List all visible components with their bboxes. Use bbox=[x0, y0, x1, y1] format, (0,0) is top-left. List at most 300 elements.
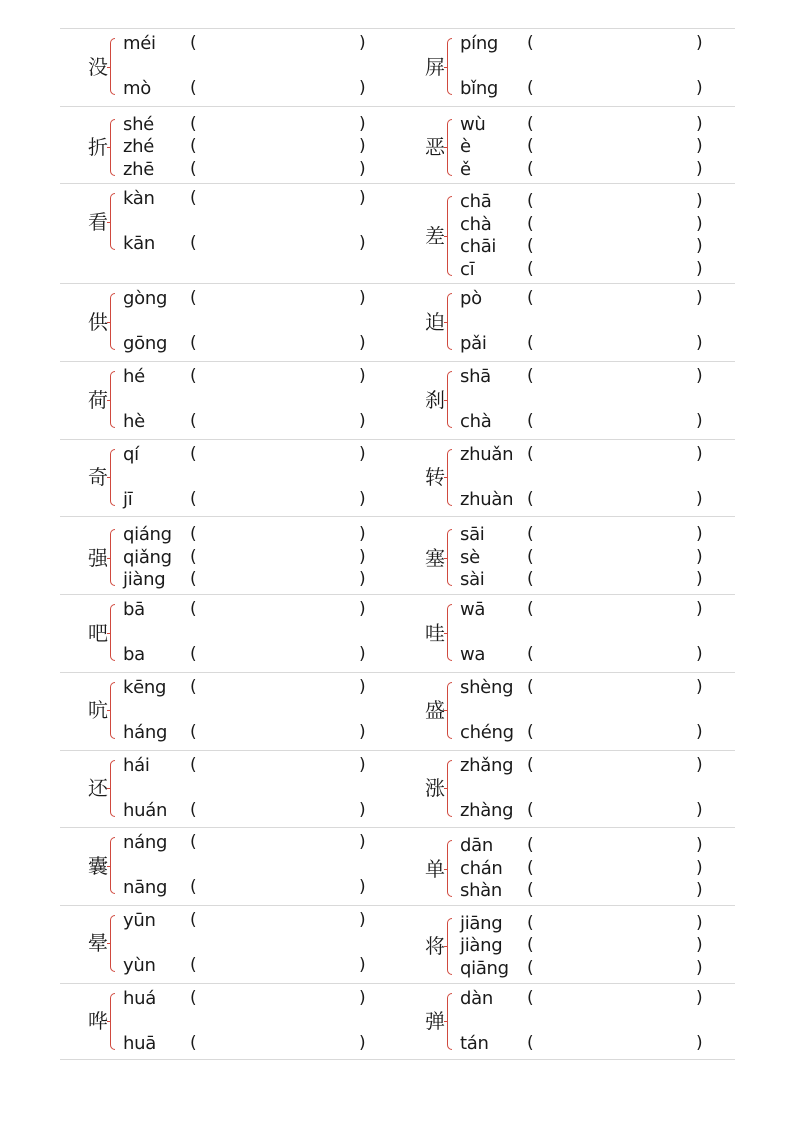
pinyin-text: chán bbox=[460, 857, 503, 879]
answer-blank-open[interactable]: ( bbox=[190, 799, 197, 820]
pinyin-reading bbox=[123, 644, 393, 666]
answer-blank-close[interactable]: ) bbox=[696, 754, 703, 775]
polyphone-entry bbox=[60, 440, 400, 517]
polyphone-character: 差 bbox=[425, 224, 445, 249]
polyphone-entry bbox=[397, 362, 737, 439]
answer-blank-close[interactable]: ) bbox=[359, 33, 366, 53]
answer-blank-open[interactable]: ( bbox=[190, 721, 197, 742]
brace-tick bbox=[444, 147, 448, 148]
brace-tick bbox=[444, 558, 448, 559]
pinyin-reading bbox=[460, 333, 730, 355]
polyphone-entry bbox=[60, 906, 400, 983]
answer-blank-open[interactable]: ( bbox=[190, 877, 197, 898]
pinyin-reading bbox=[123, 78, 393, 100]
pinyin-text: wù bbox=[460, 113, 486, 135]
pinyin-reading bbox=[123, 910, 393, 932]
answer-blank-close[interactable]: ) bbox=[696, 411, 703, 432]
polyphone-character: 供 bbox=[88, 309, 108, 334]
answer-blank-open[interactable]: ( bbox=[527, 78, 534, 98]
pinyin-reading bbox=[460, 677, 730, 699]
word-row bbox=[60, 905, 735, 983]
pinyin-reading bbox=[460, 935, 730, 957]
polyphone-entry bbox=[60, 673, 400, 750]
pinyin-text: shā bbox=[460, 366, 491, 388]
answer-blank-open[interactable]: ( bbox=[527, 488, 534, 509]
pinyin-reading bbox=[123, 444, 393, 466]
polyphone-character: 盛 bbox=[425, 698, 445, 723]
brace-tick bbox=[444, 788, 448, 789]
polyphone-character: 刹 bbox=[425, 387, 445, 412]
pinyin-reading bbox=[123, 677, 393, 699]
brace-tick bbox=[107, 710, 111, 711]
pinyin-reading bbox=[460, 236, 730, 258]
pinyin-text: wa bbox=[460, 644, 486, 666]
pinyin-text: ba bbox=[123, 644, 145, 666]
answer-blank-open[interactable]: ( bbox=[527, 644, 534, 665]
answer-blank-close[interactable]: ) bbox=[696, 113, 703, 134]
pinyin-text: qiǎng bbox=[123, 546, 172, 568]
pinyin-text: méi bbox=[123, 33, 156, 54]
pinyin-text: píng bbox=[460, 33, 499, 54]
pinyin-reading bbox=[123, 411, 393, 433]
answer-blank-open[interactable]: ( bbox=[190, 443, 197, 464]
pinyin-reading bbox=[123, 333, 393, 355]
answer-blank-open[interactable]: ( bbox=[527, 443, 534, 464]
answer-blank-close[interactable]: ) bbox=[359, 644, 366, 665]
answer-blank-close[interactable]: ) bbox=[696, 236, 703, 257]
pinyin-reading bbox=[460, 411, 730, 433]
pinyin-reading bbox=[123, 489, 393, 511]
answer-blank-close[interactable]: ) bbox=[696, 213, 703, 234]
brace-tick bbox=[444, 322, 448, 323]
brace-tick bbox=[107, 222, 111, 223]
answer-blank-open[interactable]: ( bbox=[190, 188, 197, 209]
pinyin-text: nāng bbox=[123, 877, 168, 899]
pinyin-text: shèng bbox=[460, 676, 514, 698]
answer-blank-close[interactable]: ) bbox=[359, 546, 366, 567]
answer-blank-open[interactable]: ( bbox=[527, 524, 534, 545]
polyphone-character: 弹 bbox=[425, 1009, 445, 1034]
answer-blank-close[interactable]: ) bbox=[359, 443, 366, 464]
pinyin-reading bbox=[460, 136, 730, 158]
pinyin-text: jiàng bbox=[123, 569, 166, 591]
polyphone-entry bbox=[60, 595, 400, 672]
answer-blank-close[interactable]: ) bbox=[359, 987, 366, 1008]
word-row bbox=[60, 672, 735, 750]
pinyin-reading bbox=[123, 233, 393, 255]
pinyin-text: kàn bbox=[123, 188, 155, 210]
polyphone-character: 迫 bbox=[425, 309, 445, 334]
word-row bbox=[60, 827, 735, 905]
polyphone-entry bbox=[60, 751, 400, 828]
pinyin-reading bbox=[460, 259, 730, 281]
answer-blank-open[interactable]: ( bbox=[190, 569, 197, 590]
pinyin-text: zhé bbox=[123, 136, 155, 158]
pinyin-text: dàn bbox=[460, 987, 493, 1009]
pinyin-text: dān bbox=[460, 835, 493, 857]
pinyin-reading bbox=[123, 547, 393, 569]
pinyin-reading bbox=[123, 288, 393, 310]
answer-blank-close[interactable]: ) bbox=[359, 1032, 366, 1053]
answer-blank-open[interactable]: ( bbox=[190, 158, 197, 179]
pinyin-reading bbox=[460, 755, 730, 777]
brace-tick bbox=[107, 400, 111, 401]
answer-blank-close[interactable]: ) bbox=[359, 832, 366, 853]
pinyin-reading bbox=[460, 444, 730, 466]
answer-blank-close[interactable]: ) bbox=[696, 443, 703, 464]
brace-tick bbox=[444, 946, 448, 947]
pinyin-reading bbox=[460, 191, 730, 213]
answer-blank-close[interactable]: ) bbox=[359, 569, 366, 590]
pinyin-text: háng bbox=[123, 721, 168, 743]
answer-blank-open[interactable]: ( bbox=[190, 676, 197, 697]
answer-blank-close[interactable]: ) bbox=[696, 524, 703, 545]
answer-blank-close[interactable]: ) bbox=[359, 909, 366, 930]
pinyin-text: yūn bbox=[123, 909, 156, 931]
answer-blank-close[interactable]: ) bbox=[696, 191, 703, 212]
pinyin-reading bbox=[460, 913, 730, 935]
answer-blank-open[interactable]: ( bbox=[527, 236, 534, 257]
brace-tick bbox=[107, 558, 111, 559]
answer-blank-close[interactable]: ) bbox=[696, 721, 703, 742]
pinyin-reading bbox=[460, 800, 730, 822]
polyphone-character: 屏 bbox=[425, 54, 445, 79]
pinyin-text: ě bbox=[460, 158, 471, 180]
answer-blank-close[interactable]: ) bbox=[359, 78, 366, 98]
answer-blank-open[interactable]: ( bbox=[190, 136, 197, 157]
brace-tick bbox=[107, 866, 111, 867]
answer-blank-close[interactable]: ) bbox=[359, 233, 366, 254]
answer-blank-close[interactable]: ) bbox=[696, 488, 703, 509]
answer-blank-close[interactable]: ) bbox=[359, 877, 366, 898]
pinyin-reading bbox=[460, 988, 730, 1010]
answer-blank-open[interactable]: ( bbox=[190, 33, 197, 53]
pinyin-text: jiàng bbox=[460, 935, 503, 957]
answer-blank-close[interactable]: ) bbox=[359, 288, 366, 309]
pinyin-text: huā bbox=[123, 1032, 156, 1054]
answer-blank-open[interactable]: ( bbox=[190, 78, 197, 98]
word-row bbox=[60, 516, 735, 594]
brace-tick bbox=[107, 477, 111, 478]
answer-blank-close[interactable]: ) bbox=[359, 599, 366, 620]
pinyin-text: gòng bbox=[123, 288, 168, 310]
brace-tick bbox=[107, 788, 111, 789]
brace-tick bbox=[107, 67, 111, 68]
answer-blank-open[interactable]: ( bbox=[190, 113, 197, 134]
pinyin-text: pò bbox=[460, 288, 482, 310]
polyphone-entry bbox=[60, 517, 400, 594]
polyphone-entry bbox=[397, 673, 737, 750]
brace-tick bbox=[444, 633, 448, 634]
answer-blank-open[interactable]: ( bbox=[527, 158, 534, 179]
answer-blank-open[interactable]: ( bbox=[190, 488, 197, 509]
polyphone-character: 还 bbox=[88, 776, 108, 800]
answer-blank-close[interactable]: ) bbox=[359, 188, 366, 209]
pinyin-reading bbox=[123, 800, 393, 822]
answer-blank-close[interactable]: ) bbox=[359, 136, 366, 157]
pinyin-text: è bbox=[460, 136, 471, 158]
polyphone-character: 将 bbox=[425, 934, 445, 959]
answer-blank-open[interactable]: ( bbox=[190, 288, 197, 309]
polyphone-worksheet bbox=[60, 28, 735, 1060]
answer-blank-open[interactable]: ( bbox=[527, 569, 534, 590]
answer-blank-close[interactable]: ) bbox=[696, 569, 703, 590]
pinyin-text: bǐng bbox=[460, 78, 499, 99]
answer-blank-close[interactable]: ) bbox=[696, 935, 703, 956]
answer-blank-open[interactable]: ( bbox=[527, 213, 534, 234]
answer-blank-open[interactable]: ( bbox=[190, 987, 197, 1008]
brace-tick bbox=[107, 1021, 111, 1022]
word-row bbox=[60, 28, 735, 106]
answer-blank-close[interactable]: ) bbox=[696, 158, 703, 179]
answer-blank-open[interactable]: ( bbox=[527, 411, 534, 432]
answer-blank-close[interactable]: ) bbox=[696, 857, 703, 878]
answer-blank-close[interactable]: ) bbox=[696, 957, 703, 978]
answer-blank-close[interactable]: ) bbox=[696, 78, 703, 98]
answer-blank-open[interactable]: ( bbox=[527, 113, 534, 134]
pinyin-reading bbox=[460, 33, 730, 55]
pinyin-text: chà bbox=[460, 213, 492, 235]
pinyin-text: bā bbox=[123, 599, 145, 621]
answer-blank-open[interactable]: ( bbox=[190, 754, 197, 775]
pinyin-reading bbox=[123, 988, 393, 1010]
answer-blank-open[interactable]: ( bbox=[190, 546, 197, 567]
answer-blank-close[interactable]: ) bbox=[696, 799, 703, 820]
answer-blank-open[interactable]: ( bbox=[190, 599, 197, 620]
pinyin-reading bbox=[123, 569, 393, 591]
answer-blank-open[interactable]: ( bbox=[527, 333, 534, 354]
answer-blank-open[interactable]: ( bbox=[527, 721, 534, 742]
polyphone-entry bbox=[60, 984, 400, 1060]
polyphone-entry bbox=[397, 29, 737, 106]
polyphone-entry bbox=[60, 284, 400, 361]
answer-blank-close[interactable]: ) bbox=[696, 987, 703, 1008]
answer-blank-open[interactable]: ( bbox=[190, 366, 197, 387]
pinyin-reading bbox=[123, 366, 393, 388]
pinyin-text: qiāng bbox=[460, 957, 509, 979]
answer-blank-open[interactable]: ( bbox=[527, 754, 534, 775]
answer-blank-open[interactable]: ( bbox=[190, 333, 197, 354]
pinyin-reading bbox=[460, 722, 730, 744]
pinyin-reading bbox=[460, 214, 730, 236]
answer-blank-open[interactable]: ( bbox=[527, 366, 534, 387]
pinyin-text: huá bbox=[123, 987, 156, 1009]
answer-blank-close[interactable]: ) bbox=[696, 136, 703, 157]
pinyin-text: qiáng bbox=[123, 524, 172, 546]
polyphone-character: 吭 bbox=[88, 698, 108, 723]
polyphone-entry bbox=[60, 362, 400, 439]
pinyin-text: zhǎng bbox=[460, 754, 514, 776]
pinyin-reading bbox=[123, 33, 393, 55]
pinyin-reading bbox=[460, 489, 730, 511]
polyphone-character: 单 bbox=[425, 856, 445, 881]
answer-blank-close[interactable]: ) bbox=[696, 258, 703, 279]
answer-blank-close[interactable]: ) bbox=[359, 954, 366, 975]
pinyin-reading bbox=[460, 1033, 730, 1055]
pinyin-text: chā bbox=[460, 191, 492, 213]
pinyin-text: qí bbox=[123, 443, 139, 465]
answer-blank-close[interactable]: ) bbox=[696, 599, 703, 620]
answer-blank-close[interactable]: ) bbox=[359, 676, 366, 697]
pinyin-text: sài bbox=[460, 569, 485, 591]
answer-blank-close[interactable]: ) bbox=[696, 1032, 703, 1053]
answer-blank-open[interactable]: ( bbox=[527, 799, 534, 820]
polyphone-character: 塞 bbox=[425, 545, 445, 570]
answer-blank-open[interactable]: ( bbox=[190, 832, 197, 853]
pinyin-reading bbox=[460, 958, 730, 980]
polyphone-character: 哗 bbox=[88, 1009, 108, 1034]
pinyin-reading bbox=[460, 835, 730, 857]
answer-blank-open[interactable]: ( bbox=[527, 676, 534, 697]
pinyin-reading bbox=[460, 599, 730, 621]
brace-tick bbox=[444, 477, 448, 478]
pinyin-text: kān bbox=[123, 233, 155, 255]
polyphone-entry bbox=[397, 906, 737, 983]
polyphone-character: 晕 bbox=[88, 931, 108, 956]
pinyin-reading bbox=[460, 366, 730, 388]
answer-blank-open[interactable]: ( bbox=[190, 524, 197, 545]
polyphone-entry bbox=[397, 984, 737, 1060]
pinyin-text: hái bbox=[123, 754, 150, 776]
answer-blank-open[interactable]: ( bbox=[190, 644, 197, 665]
pinyin-reading bbox=[460, 524, 730, 546]
answer-blank-open[interactable]: ( bbox=[527, 546, 534, 567]
answer-blank-close[interactable]: ) bbox=[696, 288, 703, 309]
answer-blank-open[interactable]: ( bbox=[190, 1032, 197, 1053]
word-row bbox=[60, 361, 735, 439]
polyphone-character: 哇 bbox=[425, 620, 445, 645]
polyphone-entry bbox=[60, 29, 400, 106]
answer-blank-open[interactable]: ( bbox=[527, 288, 534, 309]
brace-tick bbox=[107, 147, 111, 148]
polyphone-entry bbox=[60, 828, 400, 905]
polyphone-entry bbox=[397, 828, 737, 905]
pinyin-reading bbox=[123, 136, 393, 158]
pinyin-reading bbox=[460, 547, 730, 569]
answer-blank-close[interactable]: ) bbox=[696, 835, 703, 856]
pinyin-text: cī bbox=[460, 258, 475, 280]
pinyin-text: jī bbox=[123, 488, 133, 510]
pinyin-reading bbox=[460, 880, 730, 902]
answer-blank-close[interactable]: ) bbox=[696, 880, 703, 901]
answer-blank-close[interactable]: ) bbox=[359, 721, 366, 742]
brace-tick bbox=[444, 1021, 448, 1022]
word-row bbox=[60, 439, 735, 517]
pinyin-text: mò bbox=[123, 78, 151, 99]
brace-tick bbox=[444, 400, 448, 401]
answer-blank-open[interactable]: ( bbox=[527, 136, 534, 157]
polyphone-character: 吧 bbox=[88, 620, 108, 645]
pinyin-reading bbox=[123, 188, 393, 210]
word-row bbox=[60, 183, 735, 283]
polyphone-character: 奇 bbox=[88, 465, 108, 490]
answer-blank-open[interactable]: ( bbox=[527, 987, 534, 1008]
word-row bbox=[60, 283, 735, 361]
polyphone-entry bbox=[397, 595, 737, 672]
pinyin-reading bbox=[460, 78, 730, 100]
answer-blank-close[interactable]: ) bbox=[696, 366, 703, 387]
answer-blank-close[interactable]: ) bbox=[696, 33, 703, 53]
answer-blank-close[interactable]: ) bbox=[696, 912, 703, 933]
answer-blank-close[interactable]: ) bbox=[359, 366, 366, 387]
answer-blank-open[interactable]: ( bbox=[527, 912, 534, 933]
answer-blank-open[interactable]: ( bbox=[527, 935, 534, 956]
answer-blank-open[interactable]: ( bbox=[527, 258, 534, 279]
answer-blank-close[interactable]: ) bbox=[359, 333, 366, 354]
pinyin-text: sè bbox=[460, 546, 480, 568]
pinyin-reading bbox=[123, 524, 393, 546]
brace-tick bbox=[444, 236, 448, 237]
answer-blank-close[interactable]: ) bbox=[696, 644, 703, 665]
answer-blank-open[interactable]: ( bbox=[527, 599, 534, 620]
answer-blank-close[interactable]: ) bbox=[359, 113, 366, 134]
word-row bbox=[60, 594, 735, 672]
answer-blank-open[interactable]: ( bbox=[190, 909, 197, 930]
answer-blank-close[interactable]: ) bbox=[696, 676, 703, 697]
answer-blank-close[interactable]: ) bbox=[359, 754, 366, 775]
pinyin-text: hé bbox=[123, 366, 145, 388]
answer-blank-open[interactable]: ( bbox=[527, 191, 534, 212]
polyphone-entry bbox=[60, 184, 400, 283]
answer-blank-open[interactable]: ( bbox=[190, 954, 197, 975]
polyphone-character: 没 bbox=[88, 54, 108, 79]
answer-blank-open[interactable]: ( bbox=[527, 957, 534, 978]
pinyin-text: chéng bbox=[460, 721, 514, 743]
answer-blank-close[interactable]: ) bbox=[696, 333, 703, 354]
pinyin-reading bbox=[123, 955, 393, 977]
pinyin-reading bbox=[123, 832, 393, 854]
pinyin-reading bbox=[123, 1033, 393, 1055]
answer-blank-close[interactable]: ) bbox=[359, 799, 366, 820]
pinyin-text: yùn bbox=[123, 954, 156, 976]
answer-blank-open[interactable]: ( bbox=[527, 880, 534, 901]
polyphone-character: 荷 bbox=[88, 387, 108, 412]
brace-tick bbox=[444, 869, 448, 870]
answer-blank-close[interactable]: ) bbox=[359, 524, 366, 545]
answer-blank-open[interactable]: ( bbox=[190, 233, 197, 254]
answer-blank-close[interactable]: ) bbox=[696, 546, 703, 567]
pinyin-reading bbox=[460, 569, 730, 591]
pinyin-reading bbox=[460, 114, 730, 136]
answer-blank-open[interactable]: ( bbox=[190, 411, 197, 432]
brace-tick bbox=[444, 710, 448, 711]
answer-blank-close[interactable]: ) bbox=[359, 411, 366, 432]
pinyin-text: náng bbox=[123, 832, 168, 854]
pinyin-text: chà bbox=[460, 411, 492, 433]
answer-blank-open[interactable]: ( bbox=[527, 33, 534, 53]
pinyin-reading bbox=[460, 644, 730, 666]
answer-blank-open[interactable]: ( bbox=[527, 857, 534, 878]
pinyin-text: shé bbox=[123, 113, 154, 135]
polyphone-entry bbox=[397, 284, 737, 361]
polyphone-entry bbox=[397, 107, 737, 184]
answer-blank-close[interactable]: ) bbox=[359, 158, 366, 179]
answer-blank-close[interactable]: ) bbox=[359, 488, 366, 509]
pinyin-reading bbox=[123, 159, 393, 181]
pinyin-reading bbox=[123, 877, 393, 899]
polyphone-entry bbox=[60, 107, 400, 184]
answer-blank-open[interactable]: ( bbox=[527, 835, 534, 856]
answer-blank-open[interactable]: ( bbox=[527, 1032, 534, 1053]
pinyin-reading bbox=[460, 288, 730, 310]
pinyin-reading bbox=[123, 722, 393, 744]
pinyin-text: zhuǎn bbox=[460, 443, 514, 465]
pinyin-text: zhàng bbox=[460, 799, 514, 821]
pinyin-text: zhuàn bbox=[460, 488, 514, 510]
word-row bbox=[60, 106, 735, 184]
brace-tick bbox=[107, 633, 111, 634]
pinyin-text: zhē bbox=[123, 158, 155, 180]
